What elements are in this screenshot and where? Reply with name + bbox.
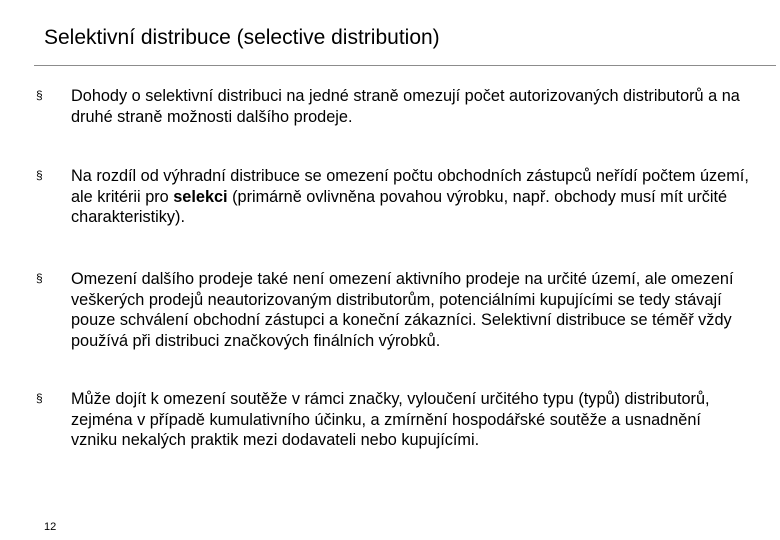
bullet-icon: § xyxy=(36,391,43,405)
bullet-icon: § xyxy=(36,88,43,102)
title-divider xyxy=(34,65,776,66)
bullet-text: Může dojít k omezení soutěže v rámci značky, vyloučení určitého typu (typů) distributorů, zejména v případě kumulativního účinku, a zmírnění hospodářské soutěže a usnadnění vzniku nekalých praktik mezi dodavateli nebo kupujícími. xyxy=(71,390,710,449)
bullet-icon: § xyxy=(36,271,43,285)
bullet-text: Dohody o selektivní distribuci na jedné straně omezují počet autorizovaných distributorů a na druhé straně možnosti dalšího prodeje. xyxy=(71,87,740,126)
bullet-icon: § xyxy=(36,168,43,182)
bullet-text-part: (primárně ovlivněna povahou výrobku, např. obchody musí mít určité charakteristiky). xyxy=(71,187,728,226)
slide-title: Selektivní distribuce (selective distribution) xyxy=(44,26,440,49)
page-number: 12 xyxy=(44,521,57,533)
bullet-text: Omezení dalšího prodeje také není omezení aktivního prodeje na určité území, ale omezení veškerých prodejů neautorizovaným distributorům, potenciálními kupujícími se tedy stávají pouze schválení obchodní zástupci a koneční zákazníci. Selektivní distribuce se téměř vždy používá při distribuci značkových finálních výrobků. xyxy=(71,270,734,350)
bullet-text xyxy=(71,166,751,228)
bullet-text-part: Na rozdíl od výhradní distribuce se omezení počtu obchodních zástupců neřídí počtem území, ale kritérii pro xyxy=(71,167,749,206)
bullet-emphasis: selekci xyxy=(173,187,228,206)
